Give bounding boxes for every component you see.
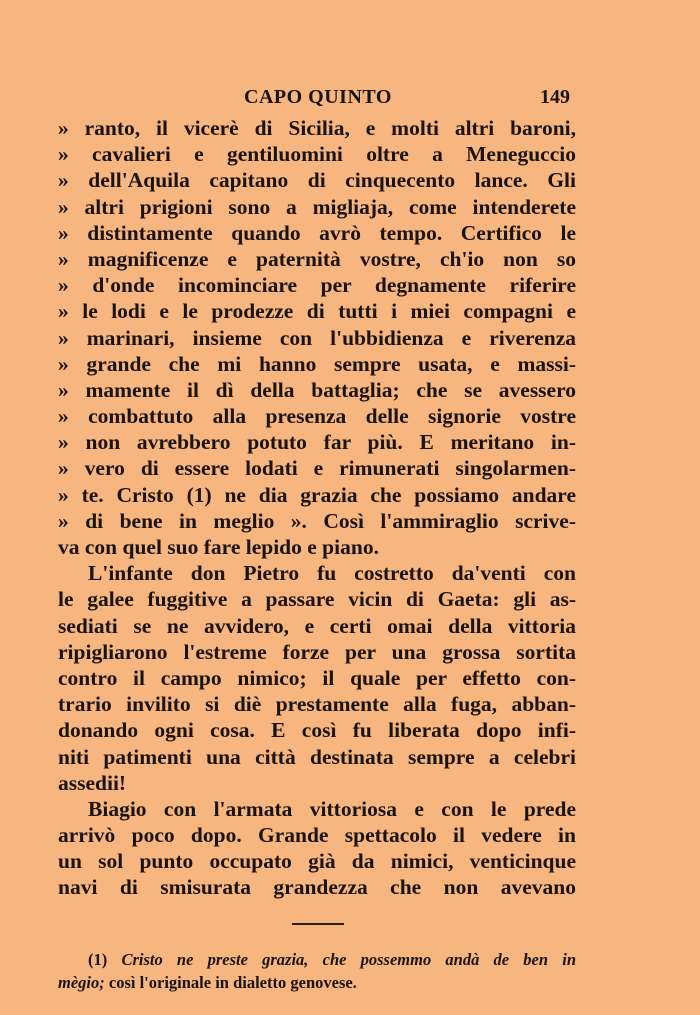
text-line: » combattuto alla presenza delle signorie vostre — [58, 404, 576, 429]
text-line: » mamente il dì della battaglia; che se avessero — [58, 377, 576, 402]
text-line: » d'onde incominciare per degnamente riferire — [58, 273, 576, 298]
text-line: » te. Cristo (1) ne dia grazia che possiamo andare — [58, 482, 576, 507]
text-line: » le lodi e le prodezze di tutti i miei compagni e — [58, 299, 576, 324]
text-line: » di bene in meglio ». Così l'ammiraglio scrive- — [58, 508, 576, 533]
text-line: va con quel suo fare lepido e piano. — [58, 535, 379, 559]
text-line: assedii! — [58, 770, 127, 795]
body-text — [58, 115, 576, 901]
paragraph-start-line: L'infante don Pietro fu costretto da'venti con — [88, 561, 576, 586]
text-line: » marinari, insieme con l'ubbidienza e riverenza — [58, 325, 576, 350]
text-line: » magnificenze e paternità vostre, ch'io non so — [58, 246, 576, 271]
text-line: » distintamente quando avrò tempo. Certifico le — [58, 220, 576, 245]
text-line: donando ogni cosa. E così fu liberata dopo infi- — [58, 718, 576, 743]
text-line: » altri prigioni sono a migliaja, come intenderete — [58, 194, 576, 219]
text-line: » ranto, il vicerè di Sicilia, e molti altri baroni, — [58, 116, 576, 140]
text-line: trario invilito si diè prestamente alla fuga, abban- — [58, 692, 576, 717]
page-number: 149 — [540, 86, 570, 108]
paragraph-start-line: Biagio con l'armata vittoriosa e con le prede — [88, 796, 576, 821]
text-line: le galee fuggitive a passare vicin di Gaeta: gli as- — [58, 587, 576, 612]
text-line: navi di smisurata grandezza che non avevano — [58, 875, 576, 900]
footnote-line-2 — [58, 971, 576, 994]
footnote-quote: Cristo ne preste grazia, che possemmo andà de ben in — [121, 950, 577, 969]
running-title: CAPO QUINTO — [244, 86, 392, 108]
text-line: un sol punto occupato già da nimici, venticinque — [58, 849, 576, 874]
text-line: » cavalieri e gentiluomini oltre a Meneguccio — [58, 142, 576, 167]
text-line: » grande che mi hanno sempre usata, e massi- — [58, 351, 576, 376]
text-line: contro il campo nimico; il quale per effetto con- — [58, 665, 576, 690]
text-line: sediati se ne avvidero, e certi omai della vittoria — [58, 613, 576, 638]
text-line: » vero di essere lodati e rimunerati singolarmen- — [58, 456, 576, 481]
footnote-marker: (1) — [88, 950, 108, 969]
text-line: niti patimenti una città destinata sempre a celebri — [58, 744, 576, 769]
text-line: ripigliarono l'estreme forze per una grossa sortita — [58, 639, 576, 664]
text-line: arrivò poco dopo. Grande spettacolo il vedere in — [58, 823, 576, 848]
text-line: » dell'Aquila capitano di cinquecento lance. Gli — [58, 168, 576, 193]
page-header — [58, 86, 576, 114]
footnote — [58, 948, 576, 994]
text-line: » non avrebbero potuto far più. E meritano in- — [58, 430, 576, 455]
footnote-divider — [292, 923, 344, 925]
footnote-line-1 — [58, 948, 576, 971]
footnote-quote-end: mègio; — [58, 973, 105, 992]
footnote-explanation: così l'originale in dialetto genovese. — [108, 973, 357, 992]
